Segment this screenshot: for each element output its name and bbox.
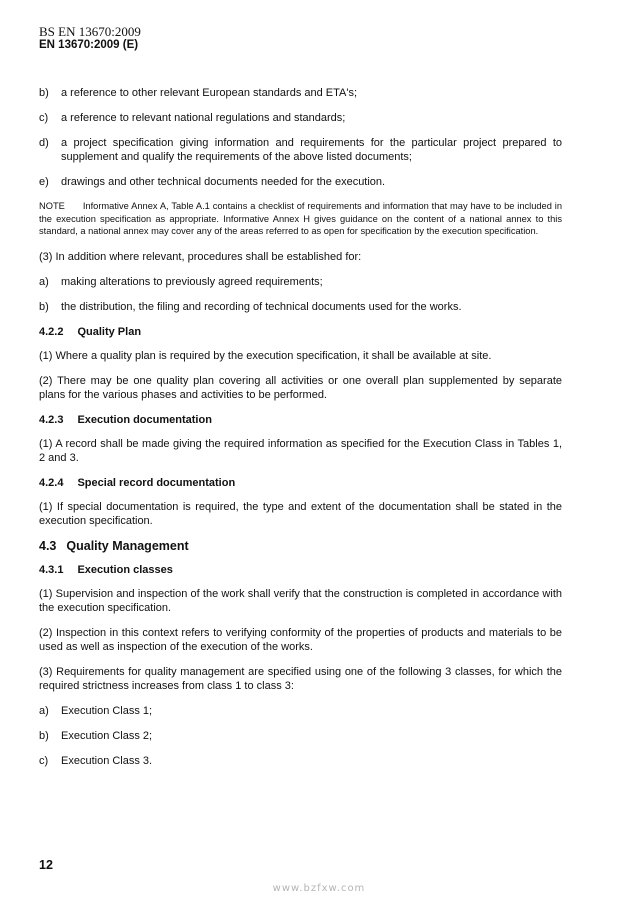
header-standard-bs: BS EN 13670:2009 <box>39 24 141 39</box>
paragraph: (2) There may be one quality plan covering all activities or one overall plan supplemented by separate plans for the various phases and activities to be performed. <box>39 374 562 401</box>
list-text: a reference to relevant national regulations and standards; <box>61 112 346 124</box>
section-heading-quality-plan <box>39 325 562 339</box>
list-item <box>39 111 562 125</box>
header-standard-en: EN 13670:2009 (E) <box>39 39 139 51</box>
list-text: a project specification giving information and requirements for the particular project prepared to supplement and qualify the requirements of the above listed documents; <box>61 137 562 163</box>
section-number: 4.2.3 <box>39 413 64 426</box>
section-heading-execution-classes <box>39 563 562 577</box>
section-number: 4.3 <box>39 538 57 553</box>
section-heading-execution-documentation <box>39 413 562 427</box>
section-title: Execution documentation <box>77 413 212 426</box>
note-text: Informative Annex A, Table A.1 contains a checklist of requirements and information that may have to be included in the execution specification as appropriate. Informative Annex H gives guidance on the content of a national annex to this standard, a national annex may cover any of the areas referred to as open for specification by the execution specification. <box>39 201 562 236</box>
section-title: Special record documentation <box>77 476 236 489</box>
list-text: a reference to other relevant European standards and ETA's; <box>61 87 358 99</box>
section-heading-special-record <box>39 476 562 490</box>
list-text: the distribution, the filing and recording of technical documents used for the works. <box>61 300 462 313</box>
list-item <box>39 136 562 164</box>
paragraph: (1) Where a quality plan is required by the execution specification, it shall be available at site. <box>39 349 492 362</box>
paragraph: (1) Supervision and inspection of the work shall verify that the construction is completed in accordance with the execution specification. <box>39 587 562 614</box>
section-number: 4.3.1 <box>39 563 64 576</box>
list-item <box>39 275 562 289</box>
page-content <box>39 86 562 779</box>
list-label: b) <box>39 729 49 742</box>
list-item <box>39 754 562 768</box>
list-item <box>39 300 562 314</box>
list-text: Execution Class 2; <box>61 729 153 742</box>
section-title: Quality Management <box>66 538 189 553</box>
list-item <box>39 175 562 189</box>
list-label: c) <box>39 112 49 124</box>
section-title: Quality Plan <box>77 325 142 338</box>
list-item <box>39 704 562 718</box>
section-number: 4.2.2 <box>39 325 64 338</box>
list-item <box>39 86 562 100</box>
list-text: drawings and other technical documents needed for the execution. <box>61 176 386 188</box>
list-text: Execution Class 1; <box>61 704 153 717</box>
paragraph: (1) A record shall be made giving the required information as specified for the Execution Class in Tables 1, 2 and 3. <box>39 437 562 464</box>
paragraph: (3) In addition where relevant, procedures shall be established for: <box>39 250 362 263</box>
list-label: b) <box>39 300 49 313</box>
section-number: 4.2.4 <box>39 476 64 489</box>
section-title: Execution classes <box>77 563 173 576</box>
list-text: Execution Class 3. <box>61 754 153 767</box>
list-text: making alterations to previously agreed requirements; <box>61 275 323 288</box>
list-label: b) <box>39 87 49 99</box>
list-label: a) <box>39 275 49 288</box>
list-label: a) <box>39 704 49 717</box>
note-label: NOTE <box>39 201 65 211</box>
paragraph: (2) Inspection in this context refers to verifying conformity of the properties of products and materials to be used as well as inspection of the execution of the works. <box>39 626 562 653</box>
list-item <box>39 729 562 743</box>
watermark: www.bzfxw.com <box>272 883 366 894</box>
paragraph: (3) Requirements for quality management are specified using one of the following 3 classes, for which the required strictness increases from class 1 to class 3: <box>39 665 562 692</box>
paragraph: (1) If special documentation is required, the type and extent of the documentation shall be stated in the execution specification. <box>39 500 562 527</box>
list-label: c) <box>39 754 49 767</box>
page-number: 12 <box>39 858 53 872</box>
section-heading-quality-management <box>39 539 562 553</box>
list-label: d) <box>39 137 49 149</box>
list-label: e) <box>39 176 49 188</box>
note-block <box>39 200 562 238</box>
